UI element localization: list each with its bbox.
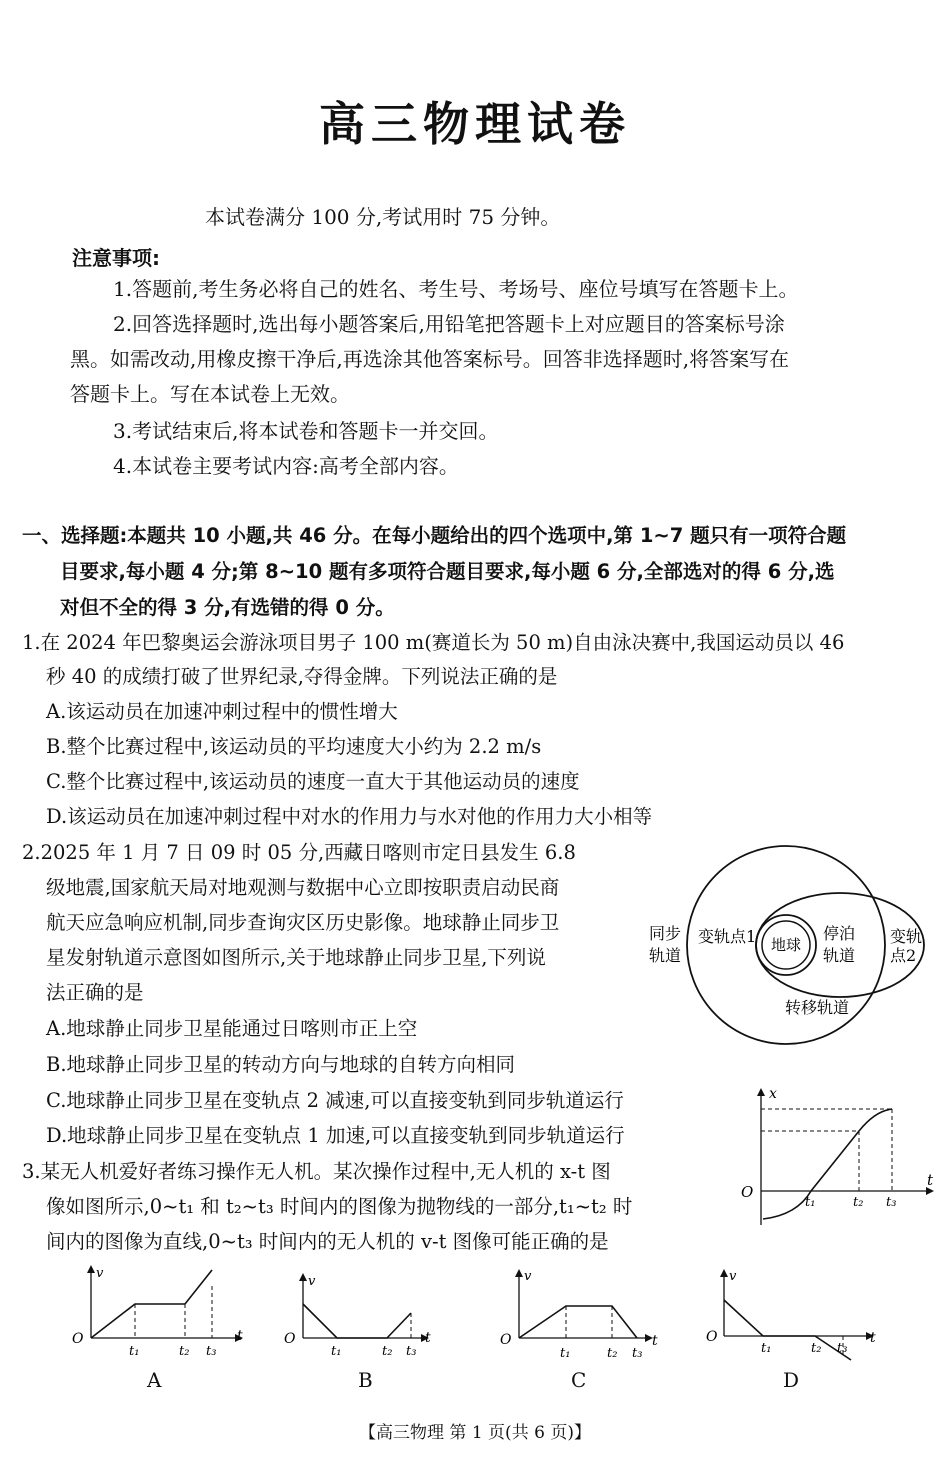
- xt-t-label: t: [927, 1171, 934, 1189]
- vt-d-origin: O: [706, 1329, 718, 1345]
- q3-stem-2: 像如图所示,0~t₁ 和 t₂~t₃ 时间内的图像为抛物线的一部分,t₁~t₂ 时: [46, 1195, 633, 1218]
- sync-orbit-label-1: 同步: [649, 924, 682, 943]
- vt-b-v-label: v: [308, 1274, 316, 1289]
- vt-c-tick-t2: t₂: [607, 1346, 618, 1361]
- vt-d-curve: [724, 1300, 851, 1360]
- vt-c-tick-t3: t₃: [632, 1346, 643, 1361]
- vt-a-t-label: t: [237, 1328, 243, 1344]
- section-line-1: 一、选择题:本题共 10 小题,共 46 分。在每小题给出的四个选项中,第 1~7 题只有一项符合题: [22, 524, 847, 547]
- notice-line-5: 3.考试结束后,将本试卷和答题卡一并交回。: [113, 419, 499, 443]
- q2-stem-1: 2.2025 年 1 月 7 日 09 时 05 分,西藏日喀则市定日县发生 6.8: [22, 841, 576, 864]
- vt-a-tick-t2: t₂: [179, 1344, 190, 1359]
- section-line-3: 对但不全的得 3 分,有选错的得 0 分。: [60, 596, 395, 619]
- vt-graph-d-letter: D: [783, 1368, 800, 1392]
- vt-d-tick-t2: t₂: [811, 1341, 822, 1356]
- vt-c-origin: O: [500, 1332, 512, 1348]
- vt-a-v-arrow: [87, 1265, 95, 1273]
- xt-tick-t3: t₃: [886, 1195, 897, 1210]
- q2-option-d: D.地球静止同步卫星在变轨点 1 加速,可以直接变轨到同步轨道运行: [46, 1124, 625, 1147]
- q3-stem-1: 3.某无人机爱好者练习操作无人机。某次操作过程中,无人机的 x-t 图: [22, 1160, 611, 1183]
- xt-graph: [735, 1085, 940, 1230]
- q1-option-d: D.该运动员在加速冲刺过程中对水的作用力与水对他的作用力大小相等: [46, 805, 653, 828]
- change-point-2-label-2: 点2: [890, 946, 917, 965]
- page-footer: 【高三物理 第 1 页(共 6 页)】: [359, 1423, 591, 1443]
- vt-d-t-label: t: [870, 1330, 876, 1346]
- vt-graph-c-letter: C: [571, 1368, 587, 1392]
- q2-option-a: A.地球静止同步卫星能通过日喀则市正上空: [46, 1017, 418, 1040]
- notice-line-4: 答题卡上。写在本试卷上无效。: [70, 382, 350, 406]
- page-title: 高三物理试卷: [319, 97, 631, 151]
- vt-d-tick-t3: t₃: [837, 1341, 848, 1356]
- notice-line-3: 黑。如需改动,用橡皮擦干净后,再选涂其他答案标号。回答非选择题时,将答案写在: [70, 347, 790, 371]
- vt-d-v-arrow: [720, 1269, 728, 1277]
- parking-orbit-label-2: 轨道: [823, 946, 856, 965]
- q2-option-b: B.地球静止同步卫星的转动方向与地球的自转方向相同: [46, 1053, 516, 1076]
- vt-a-origin: O: [72, 1331, 84, 1347]
- vt-graph-a-letter: A: [147, 1368, 162, 1392]
- vt-a-curve: [91, 1270, 212, 1338]
- q1-option-b: B.整个比赛过程中,该运动员的平均速度大小约为 2.2 m/s: [46, 735, 542, 758]
- vt-d-tick-t1: t₁: [761, 1341, 772, 1356]
- q2-stem-4: 星发射轨道示意图如图所示,关于地球静止同步卫星,下列说: [46, 946, 546, 969]
- vt-graph-b: [280, 1262, 450, 1362]
- change-point-1-label: 变轨点1: [698, 927, 757, 946]
- xt-tick-t1: t₁: [805, 1195, 816, 1210]
- q1-option-a: A.该运动员在加速冲刺过程中的惯性增大: [46, 700, 398, 723]
- vt-c-v-arrow: [515, 1269, 523, 1277]
- vt-b-curve: [303, 1304, 411, 1338]
- q2-stem-5: 法正确的是: [46, 981, 144, 1004]
- vt-a-tick-t3: t₃: [206, 1344, 217, 1359]
- vt-c-tick-t1: t₁: [560, 1346, 571, 1361]
- vt-a-tick-t1: t₁: [129, 1344, 140, 1359]
- vt-b-tick-t1: t₁: [331, 1344, 342, 1359]
- xt-curve: [763, 1109, 892, 1219]
- xt-x-label: x: [769, 1086, 777, 1102]
- notice-line-1: 1.答题前,考生务必将自己的姓名、考生号、考场号、座位号填写在答题卡上。: [113, 277, 799, 301]
- q1-option-c: C.整个比赛过程中,该运动员的速度一直大于其他运动员的速度: [46, 770, 580, 793]
- vt-b-origin: O: [284, 1331, 296, 1347]
- notice-line-6: 4.本试卷主要考试内容:高考全部内容。: [113, 454, 459, 478]
- section-line-2: 目要求,每小题 4 分;第 8~10 题有多项符合题目要求,每小题 6 分,全部选对的得 6 分,选: [60, 560, 835, 583]
- notice-line-2: 2.回答选择题时,选出每小题答案后,用铅笔把答题卡上对应题目的答案标号涂: [113, 312, 785, 336]
- vt-a-v-label: v: [96, 1266, 104, 1281]
- vt-b-tick-t3: t₃: [406, 1344, 417, 1359]
- q1-stem-1: 1.在 2024 年巴黎奥运会游泳项目男子 100 m(赛道长为 50 m)自由泳决赛中,我国运动员以 46: [22, 631, 845, 654]
- sync-orbit-label-2: 轨道: [649, 946, 682, 965]
- q2-option-c: C.地球静止同步卫星在变轨点 2 减速,可以直接变轨到同步轨道运行: [46, 1089, 624, 1112]
- vt-graph-c: [495, 1262, 675, 1362]
- parking-orbit-label-1: 停泊: [823, 924, 856, 943]
- vt-c-v-label: v: [524, 1269, 532, 1284]
- vt-graph-b-letter: B: [358, 1368, 373, 1392]
- vt-b-v-arrow: [299, 1273, 307, 1281]
- xt-y-arrow: [757, 1088, 765, 1096]
- q1-stem-2: 秒 40 的成绩打破了世界纪录,夺得金牌。下列说法正确的是: [46, 665, 558, 688]
- q2-stem-2: 级地震,国家航天局对地观测与数据中心立即按职责启动民商: [46, 876, 560, 899]
- vt-d-v-label: v: [729, 1269, 737, 1284]
- vt-c-t-label: t: [652, 1333, 658, 1349]
- vt-b-t-label: t: [425, 1330, 431, 1346]
- xt-tick-t2: t₂: [853, 1195, 864, 1210]
- earth-label: 地球: [770, 936, 802, 954]
- q2-stem-3: 航天应急响应机制,同步查询灾区历史影像。地球静止同步卫: [46, 911, 560, 934]
- vt-c-curve: [519, 1306, 637, 1338]
- vt-graph-d: [700, 1262, 890, 1362]
- transfer-orbit-label: 转移轨道: [785, 998, 850, 1017]
- q3-stem-3: 间内的图像为直线,0~t₃ 时间内的无人机的 v-t 图像可能正确的是: [46, 1230, 609, 1253]
- change-point-2-label-1: 变轨: [890, 927, 923, 946]
- xt-origin: O: [741, 1183, 754, 1201]
- orbit-diagram: [640, 845, 940, 1045]
- vt-graph-a: [65, 1262, 265, 1362]
- exam-intro: 本试卷满分 100 分,考试用时 75 分钟。: [205, 205, 561, 229]
- vt-b-tick-t2: t₂: [382, 1344, 393, 1359]
- notice-heading: 注意事项:: [72, 246, 160, 270]
